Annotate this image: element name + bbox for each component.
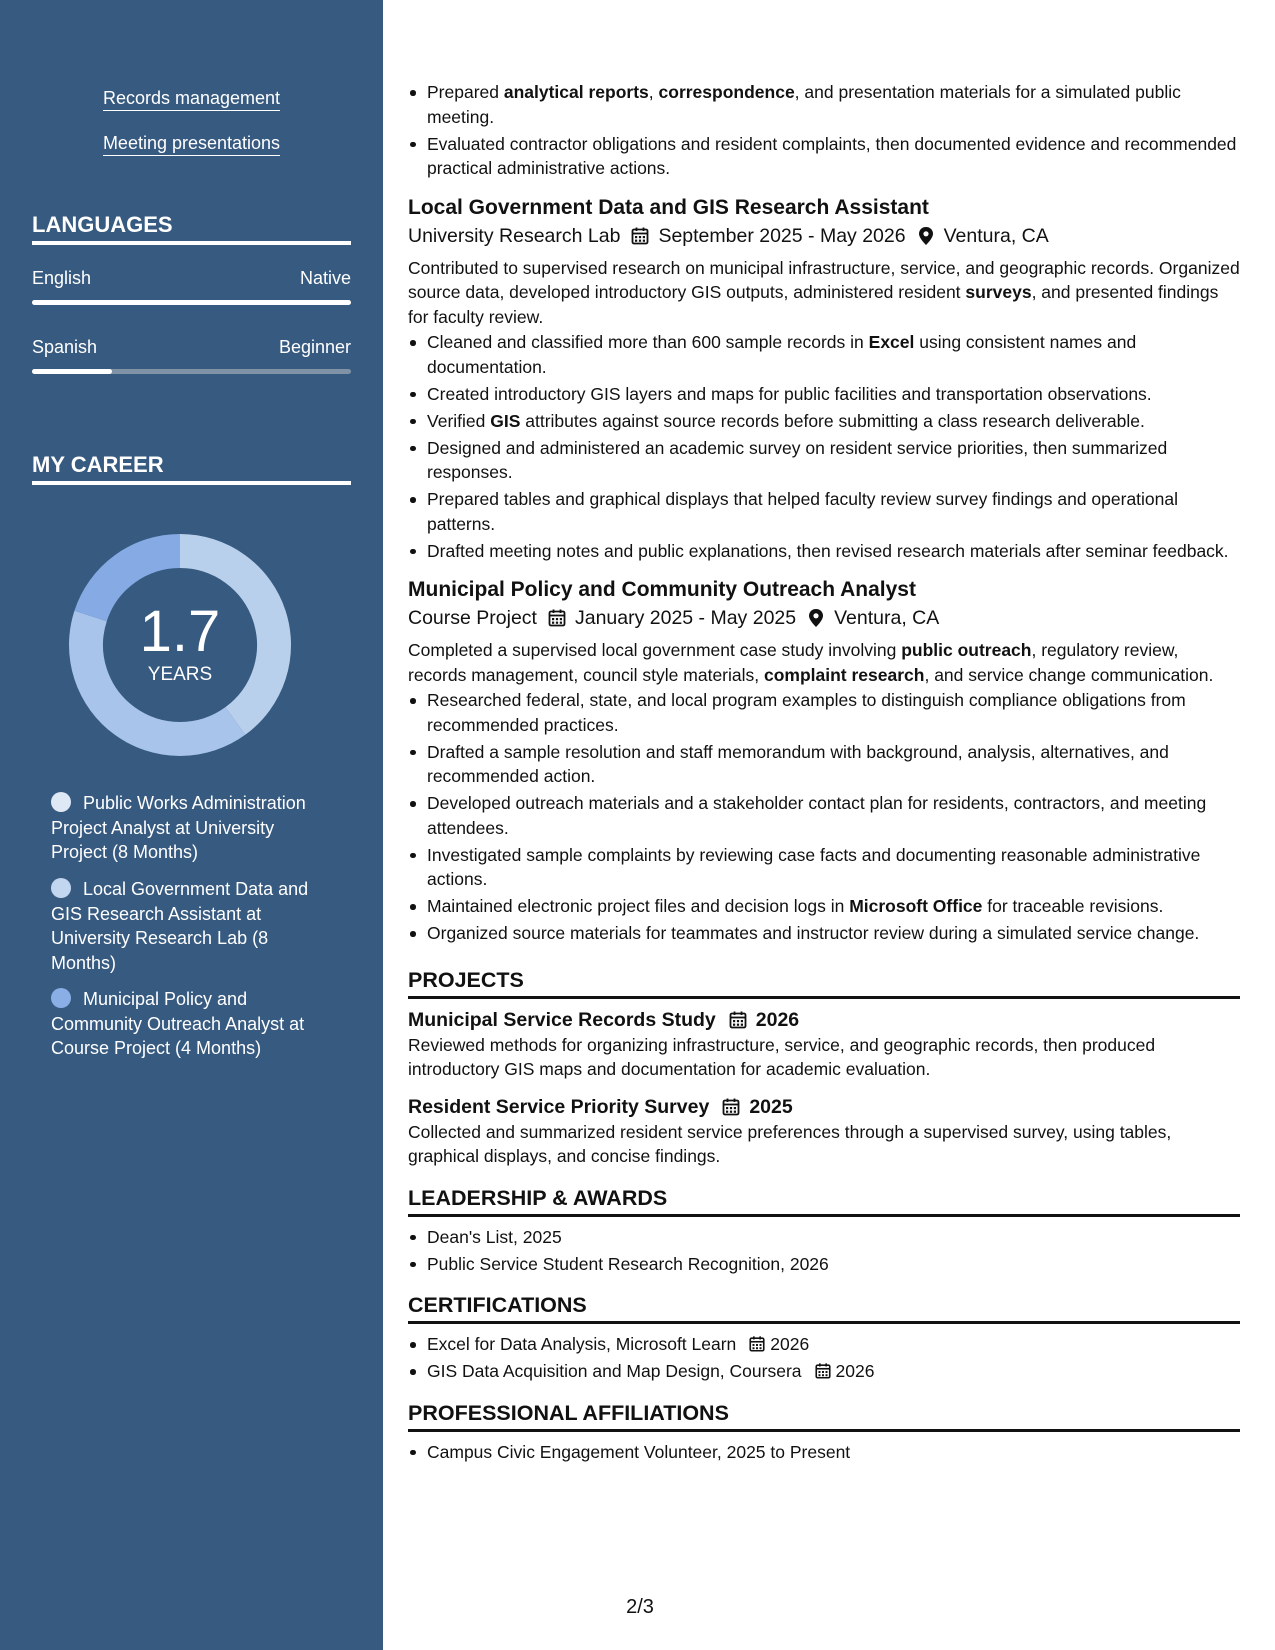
calendar-icon xyxy=(728,1010,748,1030)
location-pin-icon xyxy=(916,226,936,246)
experience-bullet: Investigated sample complaints by reviewing case facts and documenting reasonable administrative actions. xyxy=(427,843,1240,892)
experience-bullet: Maintained electronic project files and decision logs in Microsoft Office for traceable revisions. xyxy=(427,894,1240,919)
job-organization: University Research Lab xyxy=(408,224,621,247)
career-legend-dot-icon xyxy=(51,792,71,812)
experience-bullet: Organized source materials for teammates and instructor review during a simulated service change. xyxy=(427,921,1240,946)
job-summary: Completed a supervised local government case study involving public outreach, regulatory review, records management, council style materials, complaint research, and service change communication. xyxy=(408,640,1214,685)
job-dates: January 2025 - May 2025 xyxy=(574,607,797,629)
certifications-heading: CERTIFICATIONS xyxy=(408,1293,1240,1324)
calendar-icon xyxy=(748,1335,766,1353)
project-title xyxy=(408,1094,1240,1120)
calendar-icon xyxy=(547,608,567,628)
career-legend-dot-icon xyxy=(51,878,71,898)
certification-year: 2026 xyxy=(770,1334,810,1354)
career-item xyxy=(51,877,326,975)
affiliations-list xyxy=(408,1440,1240,1465)
language-proficiency-bar xyxy=(32,369,351,374)
calendar-icon xyxy=(814,1362,832,1380)
award-item: Dean's List, 2025 xyxy=(427,1225,1240,1250)
sidebar-skill-label: Records management xyxy=(103,88,280,111)
calendar-icon xyxy=(721,1097,741,1117)
sidebar-skill-label: Meeting presentations xyxy=(103,133,280,156)
intro-bullet-list xyxy=(408,80,1240,181)
sidebar xyxy=(0,0,383,1650)
experience-bullet: Evaluated contractor obligations and resident complaints, then documented evidence and recommended practical administrative actions. xyxy=(427,132,1240,181)
project-year: 2026 xyxy=(755,1008,800,1031)
language-level: Beginner xyxy=(278,337,351,357)
language-row xyxy=(32,268,351,289)
language-level: Native xyxy=(299,268,351,288)
project-name: Resident Service Priority Survey xyxy=(408,1095,710,1118)
experience-bullet: Drafted a sample resolution and staff memorandum with background, analysis, alternatives, and recommended action. xyxy=(427,740,1240,789)
language-proficiency-fill xyxy=(32,369,112,374)
job-location: Ventura, CA xyxy=(834,607,940,629)
job-location: Ventura, CA xyxy=(943,224,1049,247)
projects-list xyxy=(408,1007,1240,1169)
job-organization: Course Project xyxy=(408,607,537,629)
career-total-years: 1.7 xyxy=(139,599,221,664)
career-item xyxy=(51,791,326,865)
career-item-text: Local Government Data and GIS Research Assistant at University Research Lab (8 Months) xyxy=(51,879,309,973)
location-pin-icon xyxy=(806,608,826,628)
language-row xyxy=(32,337,351,358)
projects-heading: PROJECTS xyxy=(408,968,1240,999)
career-item-text: Public Works Administration Project Analyst at University Project (8 Months) xyxy=(51,793,306,862)
job-bullet-list xyxy=(408,688,1240,946)
sidebar-skill-link[interactable] xyxy=(0,88,383,109)
language-proficiency-bar xyxy=(32,300,351,305)
certification-item xyxy=(427,1359,1240,1384)
career-heading: MY CAREER xyxy=(32,452,351,485)
project-description: Collected and summarized resident service preferences through a supervised survey, using tables, graphical displays, and concise findings. xyxy=(408,1121,1172,1166)
language-proficiency-fill xyxy=(32,300,351,305)
certification-name: GIS Data Acquisition and Map Design, Coursera xyxy=(427,1361,802,1381)
experience-bullet: Developed outreach materials and a stakeholder contact plan for residents, contractors, and meeting attendees. xyxy=(427,791,1240,840)
career-legend-dot-icon xyxy=(51,988,71,1008)
project-title xyxy=(408,1007,1240,1033)
certification-year: 2026 xyxy=(835,1361,875,1381)
project-description: Reviewed methods for organizing infrastructure, service, and geographic records, then produced introductory GIS maps and documentation for academic evaluation. xyxy=(408,1034,1156,1079)
award-item: Public Service Student Research Recognition, 2026 xyxy=(427,1252,1240,1277)
project-year: 2025 xyxy=(749,1095,793,1118)
experience-bullet: Cleaned and classified more than 600 sample records in Excel using consistent names and documentation. xyxy=(427,330,1240,379)
experience-section xyxy=(408,194,1240,946)
career-item xyxy=(51,987,326,1061)
experience-bullet: Researched federal, state, and local program examples to distinguish compliance obligations from recommended practices. xyxy=(427,688,1240,737)
affiliation-item: Campus Civic Engagement Volunteer, 2025 to Present xyxy=(427,1440,1240,1465)
language-name: English xyxy=(32,268,92,288)
experience-bullet: Drafted meeting notes and public explanations, then revised research materials after seminar feedback. xyxy=(427,539,1240,564)
job-bullet-list xyxy=(408,330,1240,563)
leadership-list xyxy=(408,1225,1240,1277)
experience-bullet: Prepared tables and graphical displays that helped faculty review survey findings and operational patterns. xyxy=(427,487,1240,536)
job-title: Local Government Data and GIS Research Assistant xyxy=(408,195,929,219)
page-number: 2/3 xyxy=(626,1596,654,1618)
main-content xyxy=(408,0,1240,1467)
leadership-heading: LEADERSHIP & AWARDS xyxy=(408,1186,1240,1217)
job-title: Municipal Policy and Community Outreach Analyst xyxy=(408,578,916,601)
language-name: Spanish xyxy=(32,337,98,357)
experience-bullet: Prepared analytical reports, correspondence, and presentation materials for a simulated public meeting. xyxy=(427,80,1240,129)
affiliations-heading: PROFESSIONAL AFFILIATIONS xyxy=(408,1401,1240,1432)
job-summary: Contributed to supervised research on municipal infrastructure, service, and geographic records. Organized source data, developed introductory GIS outputs, administered resident surveys, and presented findings for faculty review. xyxy=(408,257,1240,327)
certifications-list xyxy=(408,1332,1240,1384)
experience-bullet: Designed and administered an academic survey on resident service priorities, then summarized responses. xyxy=(427,436,1240,485)
sidebar-skill-link[interactable] xyxy=(0,133,383,154)
job-dates: September 2025 - May 2026 xyxy=(658,224,906,247)
calendar-icon xyxy=(630,226,650,246)
career-item-text: Municipal Policy and Community Outreach Analyst at Course Project (4 Months) xyxy=(51,989,305,1058)
experience-bullet: Verified GIS attributes against source records before submitting a class research deliverable. xyxy=(427,409,1240,434)
project-name: Municipal Service Records Study xyxy=(408,1008,716,1031)
certification-item xyxy=(427,1332,1240,1357)
certification-name: Excel for Data Analysis, Microsoft Learn xyxy=(427,1334,737,1354)
job-meta xyxy=(408,222,1240,250)
languages-heading: LANGUAGES xyxy=(32,212,351,245)
experience-bullet: Created introductory GIS layers and maps for public facilities and transportation observations. xyxy=(427,382,1240,407)
career-total-unit: YEARS xyxy=(147,664,213,685)
job-meta xyxy=(408,604,1240,632)
